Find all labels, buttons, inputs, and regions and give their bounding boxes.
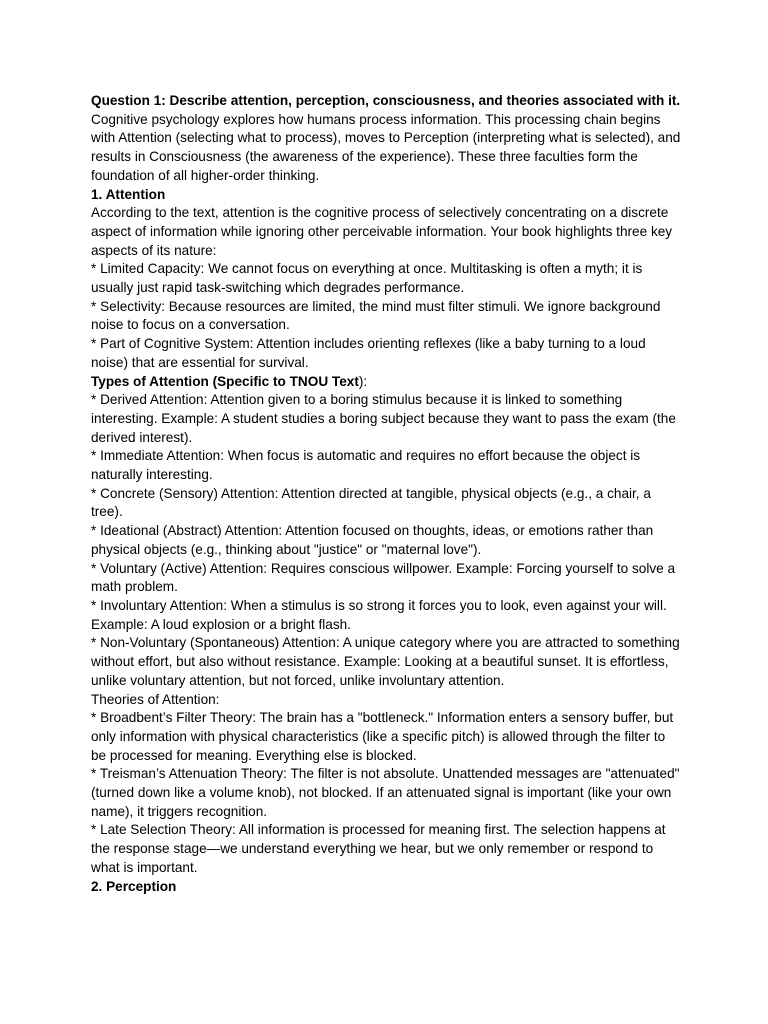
types-heading-tail: ): — [358, 373, 368, 389]
document-page — [91, 92, 683, 896]
list-item-aspect: * Limited Capacity: We cannot focus on everything at once. Multitasking is often a myth; it is usually just rapid task-switching which degrades performance. — [91, 261, 643, 296]
list-item-type: * Non-Voluntary (Spontaneous) Attention: A unique category where you are attracted to something without effort, but also without resistance. Example: Looking at a beautiful sunset. It is effortless, unlike voluntary attention, but not forced, unlike involuntary attention. — [91, 635, 680, 688]
question-title: Question 1: Describe attention, perception, consciousness, and theories associated with it. — [91, 93, 681, 108]
list-item-theory: * Late Selection Theory: All information is processed for meaning first. The selection happens at the response stage—we understand everything we hear, but we only remember or respond to what is important. — [91, 822, 666, 875]
list-item-aspect: * Part of Cognitive System: Attention includes orienting reflexes (like a baby turning to a loud noise) that are essential for survival. — [91, 336, 646, 370]
list-item-theory: * Broadbent’s Filter Theory: The brain has a "bottleneck." Information enters a sensory buffer, but only information with physical characteristics (like a specific pitch) is allowed through the filter to be processed for meaning. Everything else is blocked. — [91, 710, 674, 763]
types-heading-bold: Types of Attention (Specific to TNOU Text — [91, 373, 359, 389]
section-heading-attention: 1. Attention — [91, 186, 166, 202]
list-item-theory: * Treisman’s Attenuation Theory: The filter is not absolute. Unattended messages are "attenuated" (turned down like a volume knob), not blocked. If an attenuated signal is important (like your own name), it triggers recognition. — [91, 766, 680, 819]
list-item-type: * Ideational (Abstract) Attention: Attention focused on thoughts, ideas, or emotions rather than physical objects (e.g., thinking about "justice" or "maternal love"). — [91, 523, 654, 557]
list-item-type: * Immediate Attention: When focus is automatic and requires no effort because the object is naturally interesting. — [91, 448, 641, 483]
list-item-type: * Concrete (Sensory) Attention: Attention directed at tangible, physical objects (e.g., a chair, a tree). — [91, 485, 651, 520]
theories-heading: Theories of Attention: — [91, 691, 220, 707]
attention-definition: According to the text, attention is the cognitive process of selectively concentrating on a discrete aspect of information while ignoring other perceivable information. Your book highlights three key aspects of its nature: — [91, 205, 673, 258]
intro-paragraph: Cognitive psychology explores how humans process information. This processing chain begins with Attention (selecting what to process), moves to Perception (interpreting what is selected), and results in Consciousness (the awareness of the experience). These three faculties form the foundation of all higher-order thinking. — [91, 111, 681, 183]
list-item-type: * Derived Attention: Attention given to a boring stimulus because it is linked to something interesting. Example: A student studies a boring subject because they want to pass the exam (the derived interest). — [91, 392, 676, 445]
types-heading — [91, 373, 683, 392]
list-item-type: * Voluntary (Active) Attention: Requires conscious willpower. Example: Forcing yourself to solve a math problem. — [91, 560, 676, 595]
list-item-type: * Involuntary Attention: When a stimulus is so strong it forces you to look, even against your will. Example: A loud explosion or a bright flash. — [91, 597, 667, 632]
section-heading-perception: 2. Perception — [91, 878, 177, 894]
list-item-aspect: * Selectivity: Because resources are limited, the mind must filter stimuli. We ignore background noise to focus on a conversation. — [91, 298, 661, 333]
